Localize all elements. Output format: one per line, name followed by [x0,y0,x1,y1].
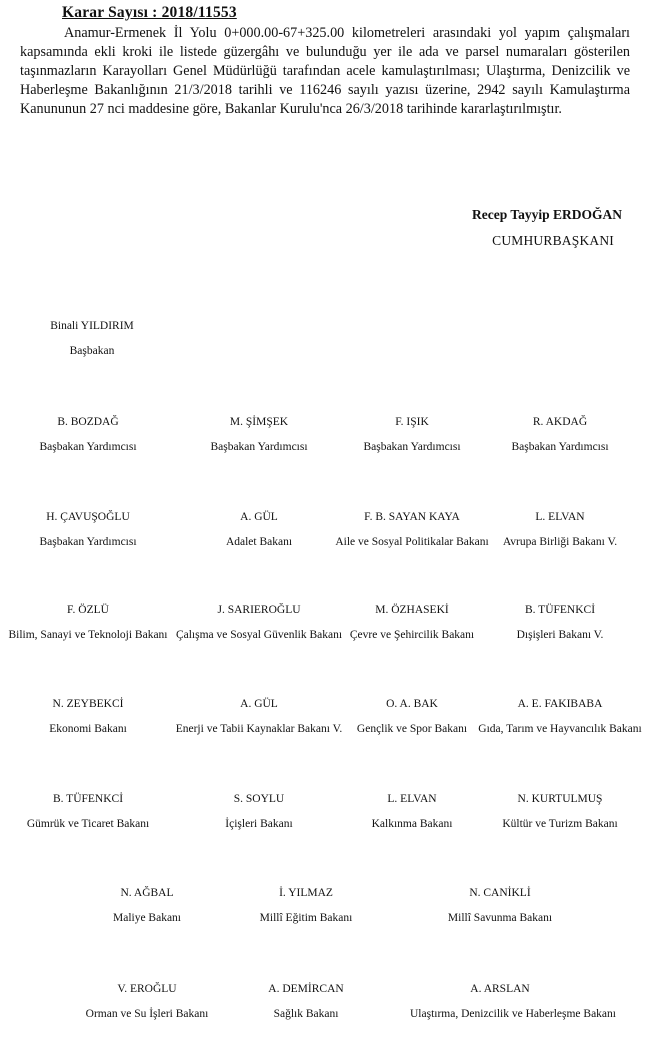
signature-block [216,982,396,1021]
president-name: Recep Tayyip ERDOĞAN [471,207,622,222]
signatory-name: F. ÖZLÜ [67,604,109,616]
signature-block [470,603,650,642]
signatory-title: Gümrük ve Ticaret Bakanı [26,818,150,830]
signature-block [57,886,237,925]
signatory-title: Başbakan Yardımcısı [511,441,609,453]
signatory-name: O. A. BAK [386,698,438,710]
signatory-name: A. GÜL [240,698,278,710]
signatory-title: Başbakan [69,345,115,357]
signatory-name: N. ZEYBEKCİ [52,698,124,710]
signatory-name: A. E. FAKIBABA [517,698,603,710]
signatory-name: L. ELVAN [535,511,585,523]
signature-block [2,319,182,358]
signatory-title: Başbakan Yardımcısı [363,441,461,453]
signature-block [0,792,178,831]
signatory-name: V. EROĞLU [117,983,177,995]
signatory-title: Çalışma ve Sosyal Güvenlik Bakanı [175,629,343,641]
signatory-title: Bilim, Sanayi ve Teknoloji Bakanı [8,629,168,641]
signatory-title: Gıda, Tarım ve Hayvancılık Bakanı [478,723,642,735]
signature-block [216,886,396,925]
signatory-title: Maliye Bakanı [112,912,182,924]
signatory-name: S. SOYLU [233,793,285,805]
signatory-title: Başbakan Yardımcısı [39,441,137,453]
signature-block [470,792,650,831]
signature-block [57,982,237,1021]
signatory-name: B. TÜFENKCİ [524,604,596,616]
signatory-title: Ulaştırma, Denizcilik ve Haberleşme Bakanı [410,1008,616,1020]
signatory-title: Başbakan Yardımcısı [210,441,308,453]
signatory-name: B. TÜFENKCİ [52,793,124,805]
signature-block [470,415,650,454]
signatory-name: A. DEMİRCAN [268,983,344,995]
signature-block [0,697,178,736]
signature-block [0,510,178,549]
signatory-title: Gençlik ve Spor Bakanı [356,723,468,735]
decision-heading: Karar Sayısı : 2018/11553 [62,4,237,21]
signatory-name: J. SARIEROĞLU [217,604,301,616]
signatory-name: R. AKDAĞ [532,416,588,428]
signatory-title: Adalet Bakanı [225,536,293,548]
signatory-name: N. CANİKLİ [469,887,531,899]
signatory-name: Binali YILDIRIM [50,320,134,332]
signature-block [470,510,650,549]
signatory-title: Dışişleri Bakanı V. [516,629,604,641]
signatory-title: Enerji ve Tabii Kaynaklar Bakanı V. [175,723,343,735]
signatory-title: Millî Eğitim Bakanı [259,912,353,924]
signature-block [470,697,650,736]
signatory-title: Kültür ve Turizm Bakanı [502,818,618,830]
signatory-name: A. GÜL [240,511,278,523]
decision-paragraph-text: Anamur-Ermenek İl Yolu 0+000.00-67+325.00 kilometreleri arasındaki yol yapım çalışmaları kapsamında ekli kroki ile listede güzergâhı ve bulunduğu yer ile ada ve parsel numaraları gösterilen taşınmazların Karayolları Genel Müdürlüğü tarafından acele kamulaştırılması; Ulaştırma, Denizcilik ve Haberleşme Bakanlığının 21/3/2018 tarihli ve 116246 sayılı yazısı üzerine, 2942 sayılı Kamulaştırma Kanununun 27 nci maddesine göre, Bakanlar Kurulu'nca 26/3/2018 tarihinde kararlaştırılmıştır. [20,25,630,117]
signatory-name: İ. YILMAZ [279,887,333,899]
signatory-name: H. ÇAVUŞOĞLU [46,511,130,523]
signatory-title: Başbakan Yardımcısı [39,536,137,548]
signatory-name: A. ARSLAN [470,983,530,995]
signature-block [410,886,590,925]
signatory-title: Millî Savunma Bakanı [447,912,553,924]
signature-block [0,415,178,454]
signatory-name: F. IŞIK [395,416,429,428]
signatory-title: Aile ve Sosyal Politikalar Bakanı [335,536,489,548]
signatory-title: Sağlık Bakanı [273,1008,339,1020]
signatory-name: L. ELVAN [387,793,437,805]
signatory-title: Orman ve Su İşleri Bakanı [85,1008,209,1020]
signatory-title: Kalkınma Bakanı [371,818,453,830]
signatory-name: N. KURTULMUŞ [517,793,603,805]
signatory-title: Avrupa Birliği Bakanı V. [502,536,618,548]
signatory-name: F. B. SAYAN KAYA [364,511,460,523]
decision-paragraph [20,24,630,119]
signatory-title: Ekonomi Bakanı [49,723,127,735]
signature-block [0,603,178,642]
signatory-title: Çevre ve Şehircilik Bakanı [349,629,475,641]
signatory-name: M. ÖZHASEKİ [375,604,449,616]
signatory-name: N. AĞBAL [120,887,174,899]
president-title: CUMHURBAŞKANI [492,233,614,248]
signatory-name: B. BOZDAĞ [57,416,119,428]
signature-block [410,982,616,1021]
signatory-name: M. ŞİMŞEK [229,416,289,428]
signatory-title: İçişleri Bakanı [225,818,293,830]
